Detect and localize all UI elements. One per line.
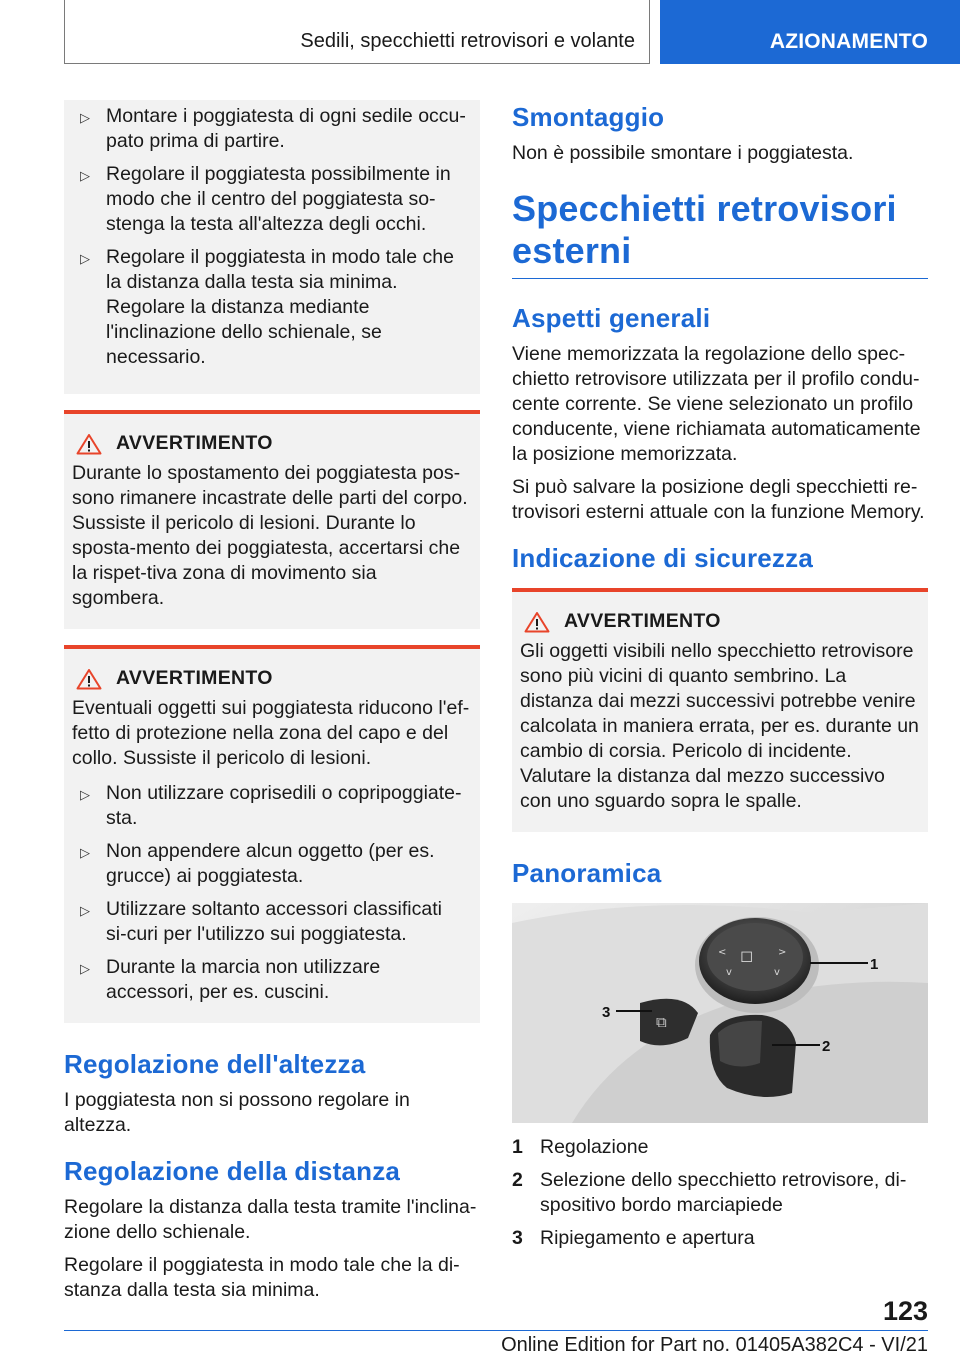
warning-text: Durante lo spostamento dei poggiatesta pos-sono rimanere incastrate delle parti del corpo. Sussiste il pericolo di lesioni. Durante lo sposta-mento dei poggiatesta, accertarsi che la rispet-tiva zona di movimento sia sgombera.: [72, 462, 468, 609]
triangle-bullet-icon: ▷: [80, 251, 90, 266]
general-text-1: Viene memorizzata la regolazione dello spec-chietto retrovisore utilizzata per il profilo condu-cente corrente. Se viene selezionato un profilo conducente, viene richiamata automaticamente la posizione memorizzata.: [512, 343, 921, 465]
chapter-label: AZIONAMENTO: [769, 30, 928, 53]
triangle-bullet-icon: ▷: [80, 845, 90, 860]
heading-height-adjustment: Regolazione dell'altezza: [64, 1049, 366, 1079]
warning-box-headrest-objects: [64, 645, 480, 1023]
list-item: ▷ Montare i poggiatesta di ogni sedile occu-pato prima di partire.: [80, 105, 466, 152]
mirrors-title-block: [512, 188, 928, 279]
mirror-controls-illustration: [512, 903, 928, 1123]
svg-text:v: v: [726, 967, 732, 978]
warning-box-mirror-distance: [512, 588, 928, 832]
warning-triangle-icon: [72, 433, 112, 455]
list-item: ▷ Durante la marcia non utilizzare accessori, per es. cuscini.: [80, 956, 381, 1003]
page-number: 123: [882, 1296, 928, 1326]
height-text: I poggiatesta non si possono regolare in altezza.: [64, 1089, 410, 1136]
warning-title: AVVERTIMENTO: [520, 610, 920, 633]
warning-box-headrest-movement: [64, 410, 480, 629]
triangle-bullet-icon: ▷: [80, 110, 90, 125]
general-section: [512, 303, 928, 525]
header-section-box: [64, 0, 650, 64]
callout-2: 2: [822, 1038, 831, 1055]
footer-divider: [64, 1330, 928, 1331]
warning-bullet-list: [64, 781, 472, 1005]
legend-item: 3 Ripiegamento e apertura: [512, 1227, 755, 1249]
left-column: [64, 100, 480, 1311]
footer-edition: Online Edition for Part no. 01405A382C4 - VI/21: [501, 1334, 928, 1356]
heading-distance-adjustment: Regolazione della distanza: [64, 1156, 401, 1186]
distance-text-1: Regolare la distanza dalla testa tramite l'inclina-zione dello schienale.: [64, 1196, 477, 1243]
mirror-controls-photo: [512, 903, 928, 1123]
callout-3: 3: [602, 1004, 611, 1021]
warning-text: Eventuali oggetti sui poggiatesta riducono l'ef-fetto di protezione nella zona del capo e del collo. Sussiste il pericolo di lesioni.: [72, 697, 470, 769]
triangle-bullet-icon: ▷: [80, 903, 90, 918]
removal-text: Non è possibile smontare i poggiatesta.: [512, 142, 854, 164]
list-item: ▷ Non utilizzare coprisedili o copripoggiate-sta.: [80, 782, 462, 829]
overview-section: [512, 858, 928, 1251]
heading-overview: Panoramica: [512, 858, 662, 888]
warning-triangle-icon: [520, 611, 560, 633]
overview-legend: [512, 1135, 928, 1251]
distance-text-2: Regolare il poggiatesta in modo tale che la di-stanza dalla testa sia minima.: [64, 1254, 460, 1301]
svg-text:v: v: [774, 967, 780, 978]
heading-safety: Indicazione di sicurezza: [512, 543, 813, 573]
svg-text:⧉: ⧉: [656, 1013, 667, 1031]
heading-exterior-mirrors: Specchietti retrovisori esterni: [512, 188, 897, 271]
triangle-bullet-icon: ▷: [80, 787, 90, 802]
warning-triangle-icon: [72, 668, 112, 690]
list-item: ▷ Non appendere alcun oggetto (per es. grucce) ai poggiatesta.: [80, 840, 435, 887]
heading-removal: Smontaggio: [512, 102, 665, 132]
triangle-bullet-icon: ▷: [80, 168, 90, 183]
distance-section: [64, 1156, 480, 1303]
legend-item: 1 Regolazione: [512, 1136, 649, 1158]
right-column: [512, 100, 928, 1259]
safety-section: [512, 543, 928, 832]
removal-section: [512, 102, 928, 166]
section-title: Sedili, specchietti retrovisori e volante: [300, 30, 635, 52]
list-item: ▷ Utilizzare soltanto accessori classificati si-curi per l'utilizzo sui poggiatesta.: [80, 898, 442, 945]
svg-text:◻: ◻: [740, 946, 754, 965]
warning-title: AVVERTIMENTO: [72, 432, 472, 455]
list-item: ▷ Regolare il poggiatesta possibilmente in modo che il centro del poggiatesta so-stenga la testa all'altezza degli occhi.: [80, 163, 451, 235]
warning-text: Gli oggetti visibili nello specchietto retrovisore sono più vicini di quanto sembrino. La distanza dai mezzi successivi potrebbe venire calcolata in maniera errata, per es. durante un cambio di corsia. Pericolo di incidente. Valutare la distanza dal mezzo successivo con uno sguardo sopra le spalle.: [520, 640, 919, 812]
svg-text:>: >: [778, 947, 787, 958]
headrest-bullet-list: [64, 104, 480, 370]
triangle-bullet-icon: ▷: [80, 961, 90, 976]
legend-item: 2 Selezione dello specchietto retrovisore, di-spositivo bordo marciapiede: [512, 1169, 907, 1216]
height-section: [64, 1049, 480, 1138]
heading-general: Aspetti generali: [512, 303, 711, 333]
warning-title: AVVERTIMENTO: [72, 667, 472, 690]
chapter-tab: [660, 0, 960, 64]
list-item: ▷ Regolare il poggiatesta in modo tale che la distanza dalla testa sia minima. Regolare la distanza mediante l'inclinazione dello schienale, se necessario.: [80, 246, 454, 368]
general-text-2: Si può salvare la posizione degli specchietti re-trovisori esterni attuale con la funzione Memory.: [512, 476, 925, 523]
headrest-instructions-box: [64, 100, 480, 394]
svg-text:<: <: [718, 947, 727, 958]
callout-1: 1: [870, 956, 879, 973]
